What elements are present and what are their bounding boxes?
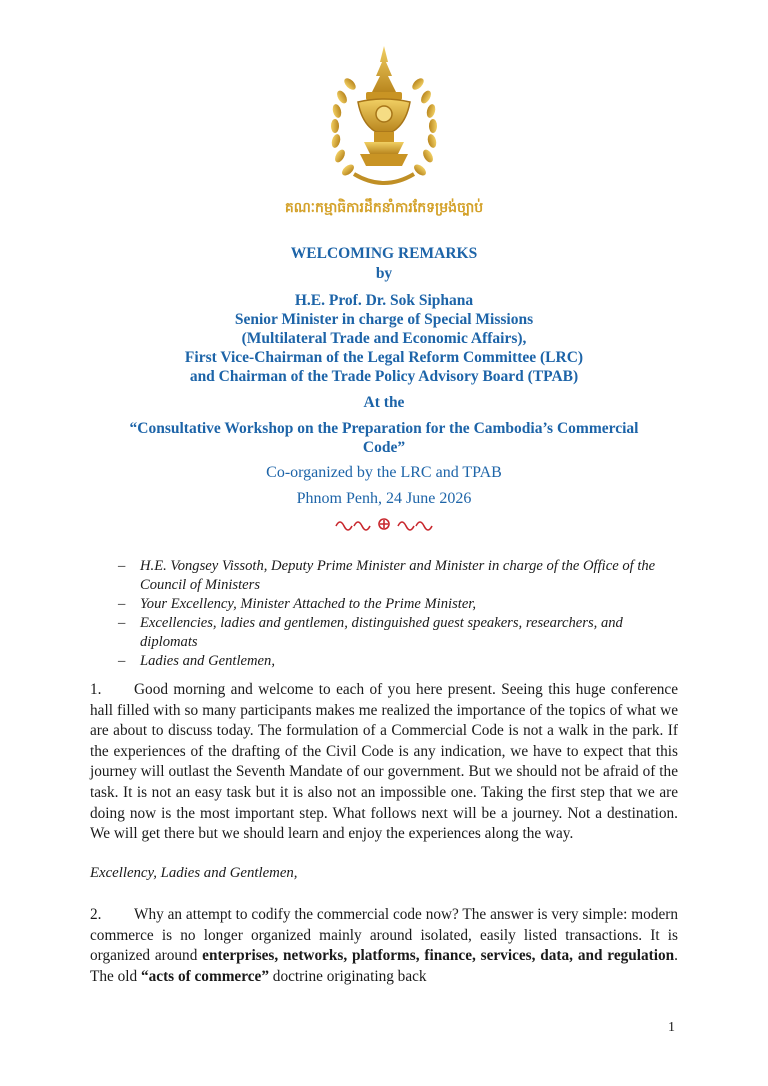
speaker-role-4: and Chairman of the Trade Policy Advisory Board (TPAB) (189, 368, 579, 385)
co-organizers: Co-organized by the LRC and TPAB (266, 464, 502, 481)
legal-reform-committee-emblem-icon (326, 42, 442, 192)
paragraph-1: 1. Good morning and welcome to each of you here present. Seeing this huge conference hall filled with so many participants makes me realized the importance of the topics of what we are about to discuss today. The formulation of a Commercial Code is not a walk in the park. If the experiences of the drafting of the Civil Code is any indication, we have to expect that this journey will outlast the Seventh Mandate of our government. But we should not be afraid of the task. It is not an easy task but it is also not an impossible one. Taking the first step that we are doing now is the most important step. What follows next will be a journey. Not a destination. We will get there but we should learn and enjoy the experiences along the way. (90, 681, 678, 843)
page-number: 1 (668, 1020, 675, 1035)
paragraph-number: 1. (90, 681, 102, 698)
place-and-date: Phnom Penh, 24 June 2026 (296, 490, 472, 507)
speaker-name: H.E. Prof. Dr. Sok Siphana (294, 292, 474, 309)
event-title-line-1: “Consultative Workshop on the Preparation for the Cambodia’s Commercial (129, 420, 639, 437)
document-title: WELCOMING REMARKS (290, 245, 478, 262)
title-by: by (375, 265, 393, 282)
speaker-role-2: (Multilateral Trade and Economic Affairs), (241, 330, 527, 347)
salutation-item: – Ladies and Gentlemen, (118, 653, 275, 669)
salutation-item: – Your Excellency, Minister Attached to the Prime Minister, (118, 596, 477, 612)
khmer-decorative-divider-icon (332, 516, 436, 532)
speaker-role-3: First Vice-Chairman of the Legal Reform Committee (LRC) (184, 349, 584, 366)
speaker-role-1: Senior Minister in charge of Special Missions (234, 311, 534, 328)
paragraph-number: 2. (90, 906, 102, 923)
svg-text:គណៈកម្មាធិការដឹកនាំការកែទម្រង់: គណៈកម្មាធិការដឹកនាំការកែទម្រង់ច្បាប់ (284, 200, 484, 216)
salutation-item: – Excellencies, ladies and gentlemen, distinguished guest speakers, researchers, and diplomats (118, 615, 623, 650)
salutation-list (118, 557, 684, 671)
event-title-line-2: Code” (362, 439, 406, 456)
khmer-caption-text (200, 196, 568, 218)
paragraph-2: 2. Why an attempt to codify the commercial code now? The answer is very simple: modern commerce is no longer organized mainly around isolated, easily listed transactions. It is organized around enterprises, networks, platforms, finance, services, data, and regulation. The old “acts of commerce” doctrine originating back (90, 906, 678, 985)
salutation-item: – H.E. Vongsey Vissoth, Deputy Prime Minister and Minister in charge of the Office of the Council of Ministers (118, 558, 656, 593)
at-the: At the (363, 394, 405, 411)
address-line: Excellency, Ladies and Gentlemen, (90, 865, 298, 881)
